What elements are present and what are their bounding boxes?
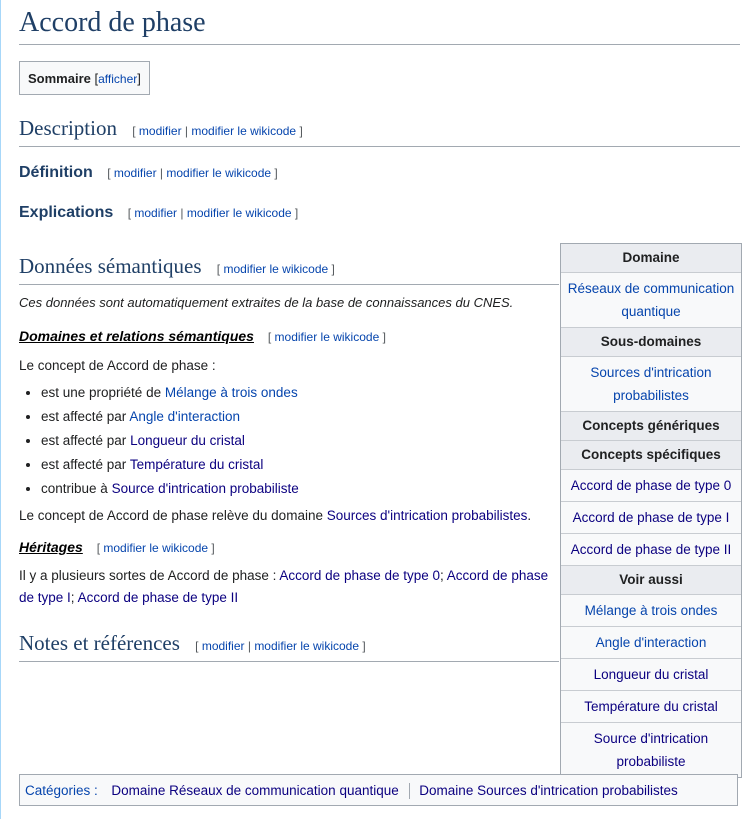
- page-title: Accord de phase: [19, 0, 740, 45]
- edit-link[interactable]: modifier: [201, 639, 245, 653]
- section-edit-links: [ modifier le wikicode ]: [96, 541, 215, 555]
- domain-sentence-text: Le concept de Accord de phase relève du domaine: [19, 508, 323, 523]
- section-explications-heading: [19, 202, 740, 224]
- category-separator: [409, 783, 410, 799]
- section-edit-links: [ modifier | modifier le wikicode ]: [107, 166, 278, 180]
- concept-intro: Le concept de Accord de phase :: [19, 358, 216, 373]
- section-notes-heading: [19, 629, 559, 662]
- edit-link[interactable]: modifier: [138, 124, 182, 138]
- infobox-sous-domaines-cell: [561, 357, 741, 412]
- edit-wikicode-link[interactable]: modifier le wikicode: [223, 262, 329, 276]
- section-definition-heading: [19, 162, 740, 184]
- section-edit-links: [ modifier | modifier le wikicode ]: [132, 124, 303, 138]
- section-edit-links: [ modifier le wikicode ]: [267, 330, 386, 344]
- toc-title: Sommaire: [28, 71, 91, 86]
- infobox-link[interactable]: Longueur du cristal: [593, 667, 709, 682]
- infobox-link[interactable]: Température du cristal: [584, 699, 718, 714]
- heritage-link[interactable]: Accord de phase de type I: [19, 568, 549, 605]
- infobox-link[interactable]: Sources d'intrication probabilistes: [590, 365, 712, 403]
- category-link[interactable]: Domaine Réseaux de communication quantique: [111, 783, 399, 798]
- infobox-specifique-cell: [561, 534, 741, 566]
- infobox-header-domaine: Domaine: [561, 244, 741, 273]
- infobox-header-sous-domaines: Sous-domaines: [561, 328, 741, 357]
- infobox-header-generiques: Concepts génériques: [561, 412, 741, 441]
- relation-link[interactable]: Angle d'interaction: [129, 409, 240, 424]
- section-explications-title: Explications: [19, 204, 114, 221]
- edit-wikicode-link[interactable]: modifier le wikicode: [274, 330, 380, 344]
- table-of-contents: Sommaire [afficher]: [19, 61, 150, 95]
- infobox-domaine-cell: [561, 273, 741, 328]
- relation-prefix: est affecté par: [41, 409, 127, 424]
- section-notes-title: Notes et références: [19, 631, 180, 655]
- section-description-title: Description: [19, 116, 117, 140]
- section-donnees-title: Données sémantiques: [19, 254, 202, 278]
- heritages-title: Héritages: [19, 539, 83, 555]
- infobox-specifique-cell: [561, 470, 741, 502]
- infobox-link[interactable]: Angle d'interaction: [595, 635, 707, 650]
- edit-wikicode-link[interactable]: modifier le wikicode: [186, 206, 292, 220]
- domaines-title: Domaines et relations sémantiques: [19, 328, 254, 344]
- relation-prefix: est une propriété de: [41, 385, 162, 400]
- relation-link[interactable]: Température du cristal: [129, 457, 264, 472]
- edit-wikicode-link[interactable]: modifier le wikicode: [103, 541, 209, 555]
- infobox-header-voir-aussi: Voir aussi: [561, 566, 741, 595]
- relation-prefix: est affecté par: [41, 433, 127, 448]
- relation-link[interactable]: Mélange à trois ondes: [164, 385, 298, 400]
- heritage-link[interactable]: Accord de phase de type II: [77, 590, 239, 605]
- cnes-intro-text: Ces données sont automatiquement extraites de la base de connaissances du CNES.: [19, 295, 514, 310]
- infobox-link[interactable]: Mélange à trois ondes: [584, 603, 718, 618]
- section-edit-links: [ modifier | modifier le wikicode ]: [195, 639, 366, 653]
- relation-link[interactable]: Source d'intrication probabiliste: [111, 481, 299, 496]
- infobox-link[interactable]: Accord de phase de type II: [570, 542, 732, 557]
- edit-wikicode-link[interactable]: modifier le wikicode: [191, 124, 297, 138]
- infobox-voir-cell: [561, 627, 741, 659]
- domain-link[interactable]: Sources d'intrication probabilistes: [326, 508, 528, 523]
- edit-link[interactable]: modifier: [134, 206, 178, 220]
- relation-prefix: contribue à: [41, 481, 108, 496]
- infobox-link[interactable]: Source d'intrication probabiliste: [593, 731, 709, 769]
- heritage-link[interactable]: Accord de phase de type 0: [279, 568, 441, 583]
- infobox: [560, 243, 742, 778]
- relation-prefix: est affecté par: [41, 457, 127, 472]
- infobox-link[interactable]: Réseaux de communication quantique: [567, 281, 735, 319]
- infobox-voir-cell: [561, 595, 741, 627]
- category-link[interactable]: Domaine Sources d'intrication probabilistes: [419, 783, 678, 798]
- edit-wikicode-link[interactable]: modifier le wikicode: [166, 166, 272, 180]
- content-left-border: [0, 0, 1, 819]
- section-description-heading: [19, 114, 740, 147]
- toc-toggle-link[interactable]: afficher: [98, 72, 138, 86]
- infobox-voir-cell: [561, 723, 741, 777]
- infobox-header-specifiques: Concepts spécifiques: [561, 441, 741, 470]
- section-donnees-heading: [19, 252, 559, 285]
- edit-wikicode-link[interactable]: modifier le wikicode: [254, 639, 360, 653]
- heritages-intro: Il y a plusieurs sortes de Accord de phase :: [19, 568, 277, 583]
- section-edit-links: [ modifier | modifier le wikicode ]: [127, 206, 299, 220]
- infobox-voir-cell: [561, 691, 741, 723]
- infobox-voir-cell: [561, 659, 741, 691]
- category-links: [19, 774, 738, 806]
- infobox-link[interactable]: Accord de phase de type I: [572, 510, 730, 525]
- infobox-link[interactable]: Accord de phase de type 0: [570, 478, 732, 493]
- infobox-specifique-cell: [561, 502, 741, 534]
- section-edit-links: [ modifier le wikicode ]: [216, 262, 335, 276]
- heritages-text: Il y a plusieurs sortes de Accord de phase : Accord de phase de type 0; Accord de phase de type I; Accord de phase de type II: [19, 568, 549, 605]
- domain-sentence: Le concept de Accord de phase relève du domaine Sources d'intrication probabilistes.: [19, 508, 532, 523]
- categories-label-link[interactable]: Catégories :: [25, 783, 98, 798]
- relation-link[interactable]: Longueur du cristal: [130, 433, 245, 448]
- section-definition-title: Définition: [19, 164, 93, 181]
- edit-link[interactable]: modifier: [113, 166, 157, 180]
